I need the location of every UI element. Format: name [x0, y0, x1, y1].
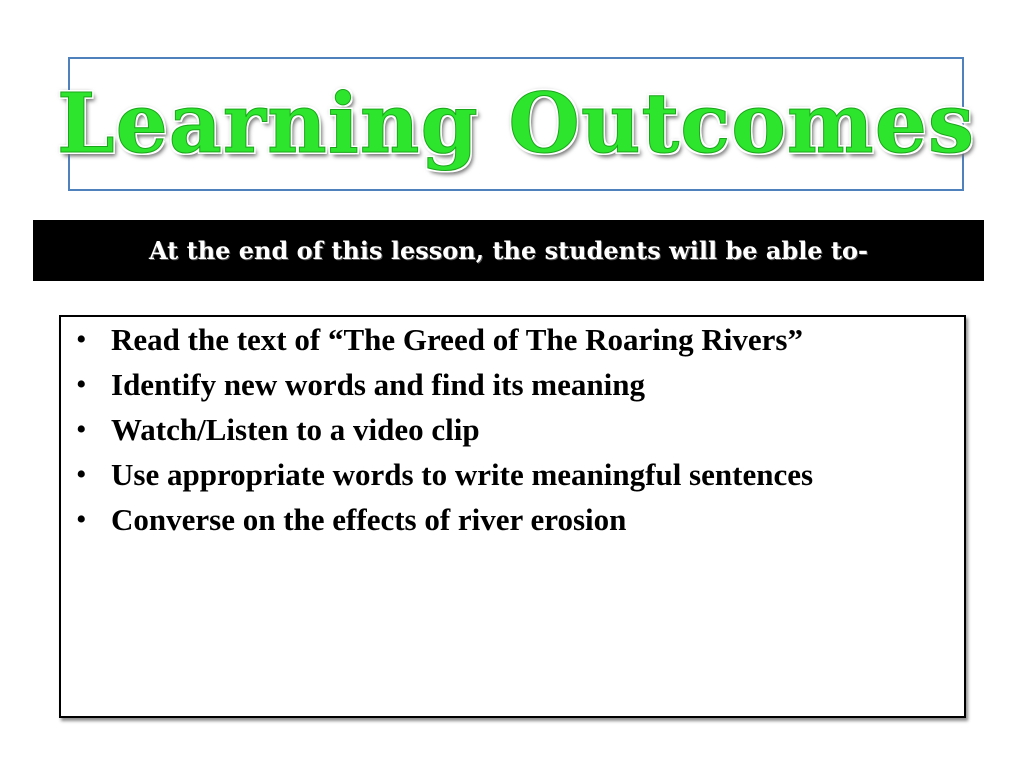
outcomes-box: [59, 315, 966, 718]
subtitle: At the end of this lesson, the students will be able to-: [148, 236, 868, 265]
outcome-item: [76, 458, 944, 492]
title-box: [56, 57, 976, 191]
bullet-icon: •: [76, 368, 87, 401]
slide-title: Learning Outcomes: [56, 76, 976, 172]
outcome-text: Identify new words and find its meaning: [111, 367, 645, 402]
subtitle-bar: [33, 220, 984, 281]
bullet-icon: •: [76, 458, 87, 491]
outcome-item: [76, 503, 944, 537]
outcome-text: Converse on the effects of river erosion: [111, 502, 627, 537]
outcome-item: [76, 323, 944, 357]
outcome-text: Use appropriate words to write meaningful sentences: [111, 457, 814, 492]
bullet-icon: •: [76, 413, 87, 446]
outcome-text: Watch/Listen to a video clip: [111, 412, 480, 447]
bullet-icon: •: [76, 323, 87, 356]
outcome-list: [61, 317, 964, 537]
bullet-icon: •: [76, 503, 87, 536]
outcome-item: [76, 368, 944, 402]
outcome-item: [76, 413, 944, 447]
outcome-text: Read the text of “The Greed of The Roaring Rivers”: [111, 322, 803, 357]
